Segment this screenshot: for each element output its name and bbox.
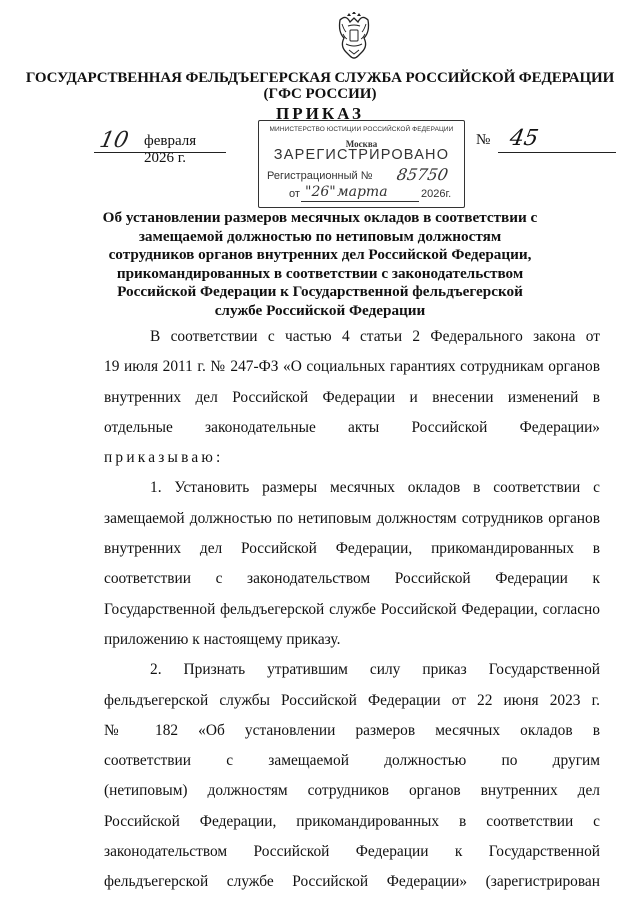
body-line: 19 июля 2011 г. № 247-ФЗ «О социальных гарантиях сотрудникам органов [104,358,600,376]
body-line: 1. Установить размеры месячных окладов в соответствии с [150,479,600,497]
body-line: соответствии с замещаемой должностью по другим [104,752,600,770]
order-date [94,128,226,166]
document-body [104,322,600,898]
date-month-year: февраля 2026 г. [144,133,197,166]
body-line: (нетиповым) должностям сотрудников органов внутренних дел [104,782,600,800]
body-line: Государственной фельдъегерской службе Российской Федерации, согласно [104,600,600,618]
stamp-date-year: 2026г. [421,188,452,200]
order-number [476,126,616,154]
registration-stamp [258,120,465,208]
order-word: приказываю: [104,449,224,467]
stamp-date-prefix: от [289,188,300,200]
stamp-reg-label: Регистрационный № [267,170,373,182]
stamp-reg-number: 85750 [395,165,450,184]
body-line: замещаемой должностью по нетиповым должностям сотрудников органов [104,509,600,527]
stamp-date-month: марта [337,184,388,200]
stamp-date-underline [301,201,419,202]
number-value-handwritten: 45 [507,126,541,151]
date-underline [94,152,226,153]
body-line: соответствии с законодательством Российской Федерации к [104,570,600,588]
body-line: законодательством Российской Федерации к Государственной [104,843,600,861]
body-line: 2. Признать утратившим силу приказ Государственной [150,661,600,679]
number-underline [498,152,616,153]
organization-name: ГОСУДАРСТВЕННАЯ ФЕЛЬДЪЕГЕРСКАЯ СЛУЖБА РОССИЙСКОЙ ФЕДЕРАЦИИ [25,70,615,86]
body-line: отдельные законодательные акты Российской Федерации» [104,418,600,436]
stamp-city: Москва [345,139,378,149]
body-line: № 182 «Об установлении размеров месячных окладов в [104,721,600,739]
number-sign: № [476,132,491,148]
stamp-date-day: "26" [305,184,336,200]
body-line: внутренних дел Российской Федерации и внесении изменений в [104,388,600,406]
document-type: ПРИКАЗ [276,104,364,123]
body-line: фельдъегерской службы Российской Федерации от 22 июня 2023 г. [104,691,600,709]
document-title: Об установлении размеров месячных окладов в соответствии с замещаемой должностью по нетиповым должностям сотрудников органов внутренних дел Российской Федерации, прикомандированных в соответствии с законодательством Российской Федерации к Государственной фельдъегерской службе Российской Федерации [102,209,538,319]
russia-coat-of-arms-icon [334,12,374,62]
body-line: внутренних дел Российской Федерации, прикомандированных в [104,540,600,558]
organization-abbreviation: (ГФС РОССИИ) [263,86,377,102]
body-line: фельдъегерской службе Российской Федерации» (зарегистрирован [104,873,600,891]
body-line: приложению к настоящему приказу. [104,630,341,648]
body-line: В соответствии с частью 4 статьи 2 Федерального закона от [150,328,600,345]
stamp-ministry: МИНИСТЕРСТВО ЮСТИЦИИ РОССИЙСКОЙ ФЕДЕРАЦИИ [269,126,454,133]
date-day-handwritten: 10 [97,128,131,153]
body-line: Российской Федерации, прикомандированных в соответствии с [104,812,600,830]
stamp-status: ЗАРЕГИСТРИРОВАНО [273,147,450,163]
